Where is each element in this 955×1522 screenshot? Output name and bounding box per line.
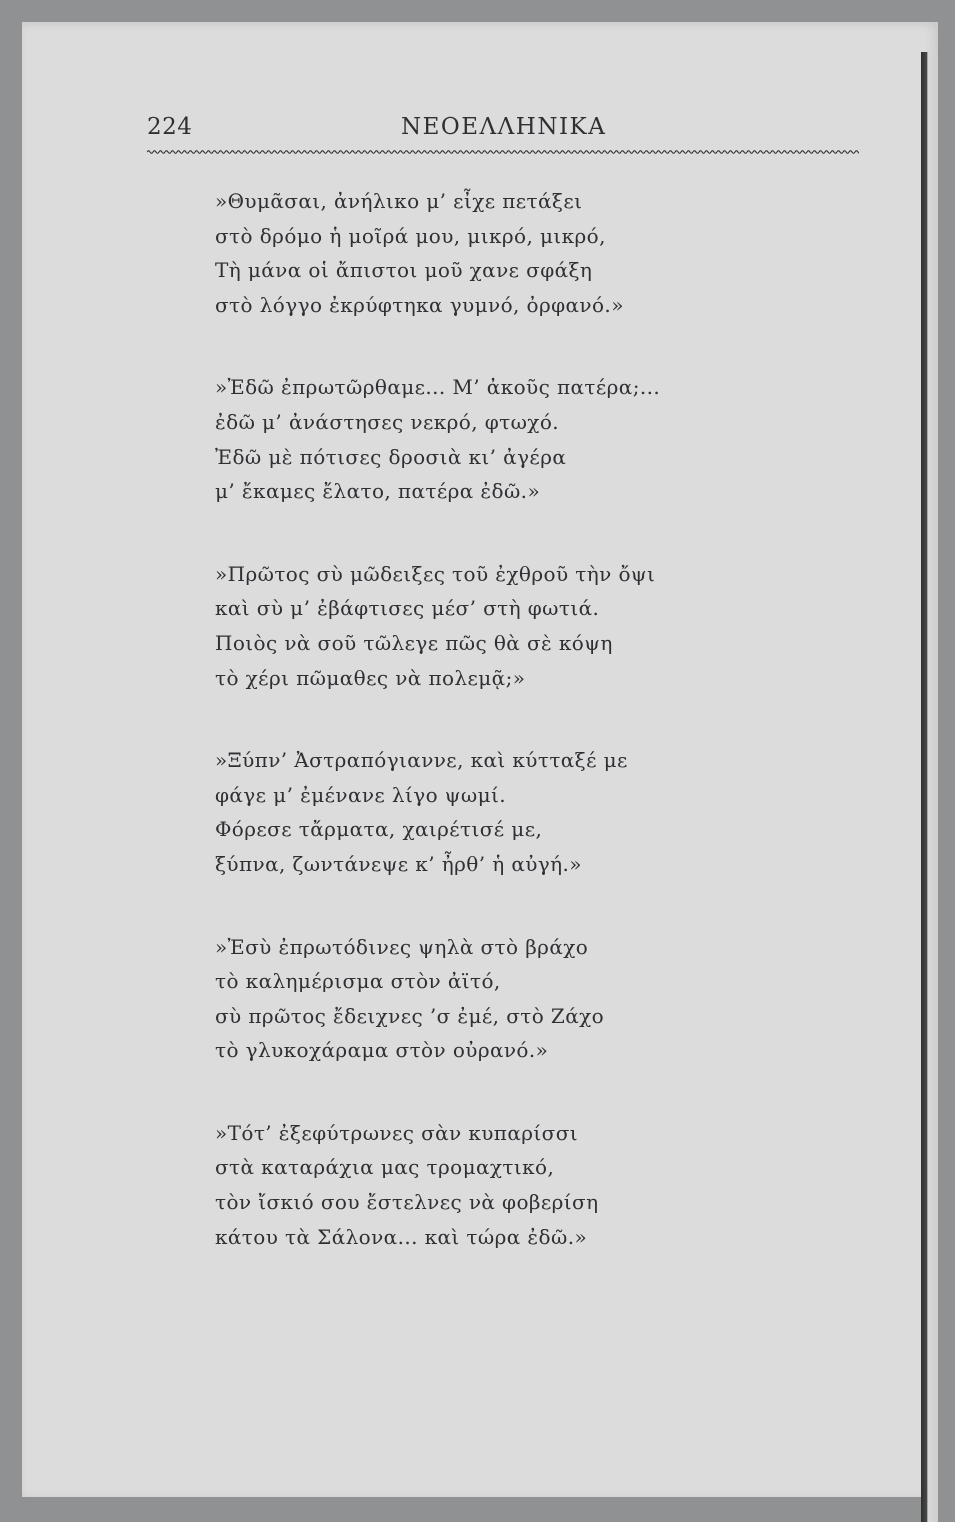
- poem-line: τὸ γλυκοχάραμα στὸν οὐρανό.»: [215, 1038, 549, 1063]
- poem-line: στὸ δρόμο ἡ μοῖρά μου, μικρό, μικρό,: [215, 223, 606, 248]
- poem-line: στὸ λόγγο ἐκρύφτηκα γυμνό, ὀρφανό.»: [215, 292, 624, 317]
- poem-line: κάτου τὰ Σάλονα... καὶ τώρα ἐδῶ.»: [215, 1224, 588, 1249]
- running-title: ΝΕΟΕΛΛΗΝΙΚΑ: [401, 114, 607, 140]
- poem-line: τὸ καλημέρισμα στὸν ἀϊτό,: [215, 969, 501, 994]
- poem: [215, 184, 775, 1302]
- stanza: [215, 1116, 775, 1254]
- poem-line: »Τότ’ ἐξεφύτρωνες σὰν κυπαρίσσι: [215, 1120, 579, 1145]
- wavy-rule: [147, 148, 859, 156]
- stanza: [215, 557, 775, 695]
- stanza: [215, 930, 775, 1068]
- page-number: 224: [147, 114, 193, 140]
- poem-line: »Θυμᾶσαι, ἀνήλικο μ’ εἶχε πετάξει: [215, 189, 583, 213]
- poem-line: Ἐδῶ μὲ πότισες δροσιὰ κι’ ἀγέρα: [215, 444, 567, 469]
- poem-line: μ’ ἔκαμες ἔλατο, πατέρα ἐδῶ.»: [215, 479, 541, 504]
- poem-line: »Πρῶτος σὺ μῶδειξες τοῦ ἐχθροῦ τὴν ὄψι: [215, 561, 656, 586]
- poem-line: σὺ πρῶτος ἔδειχνες ’σ ἐμέ, στὸ Ζάχο: [215, 1003, 605, 1028]
- stanza: [215, 184, 775, 322]
- poem-line: φάγε μ’ ἐμένανε λίγο ψωμί.: [215, 782, 506, 807]
- poem-line: Ποιὸς νὰ σοῦ τῶλεγε πῶς θὰ σὲ κόψη: [215, 630, 613, 655]
- poem-line: τὸν ἴσκιό σου ἔστελνες νὰ φοβερίση: [215, 1190, 599, 1215]
- poem-line: »Ἐδῶ ἐπρωτῶρθαμε... Μ’ ἀκοῦς πατέρα;...: [215, 375, 661, 400]
- poem-line: »Ξύπν’ Ἀστραπόγιαννε, καὶ κύτταξέ με: [215, 748, 628, 773]
- poem-line: καὶ σὺ μ’ ἐβάφτισες μέσ’ στὴ φωτιά.: [215, 596, 600, 621]
- poem-line: στὰ καταράχια μας τρομαχτικό,: [215, 1155, 555, 1180]
- poem-line: Τὴ μάνα οἱ ἄπιστοι μοῦ χανε σφάξη: [215, 258, 593, 283]
- page-edge: [921, 52, 938, 1522]
- poem-line: »Ἐσὺ ἐπρωτόδινες ψηλὰ στὸ βράχο: [215, 934, 589, 959]
- stanza: [215, 370, 775, 508]
- poem-line: τὸ χέρι πῶμαθες νὰ πολεμᾷ;»: [215, 665, 526, 690]
- stanza: [215, 743, 775, 881]
- poem-line: ξύπνα, ζωντάνεψε κ’ ἦρθ’ ἡ αὐγή.»: [215, 851, 582, 876]
- poem-line: Φόρεσε τἄρματα, χαιρέτισέ με,: [215, 817, 543, 842]
- poem-line: ἐδῶ μ’ ἀνάστησες νεκρό, φτωχό.: [215, 409, 560, 434]
